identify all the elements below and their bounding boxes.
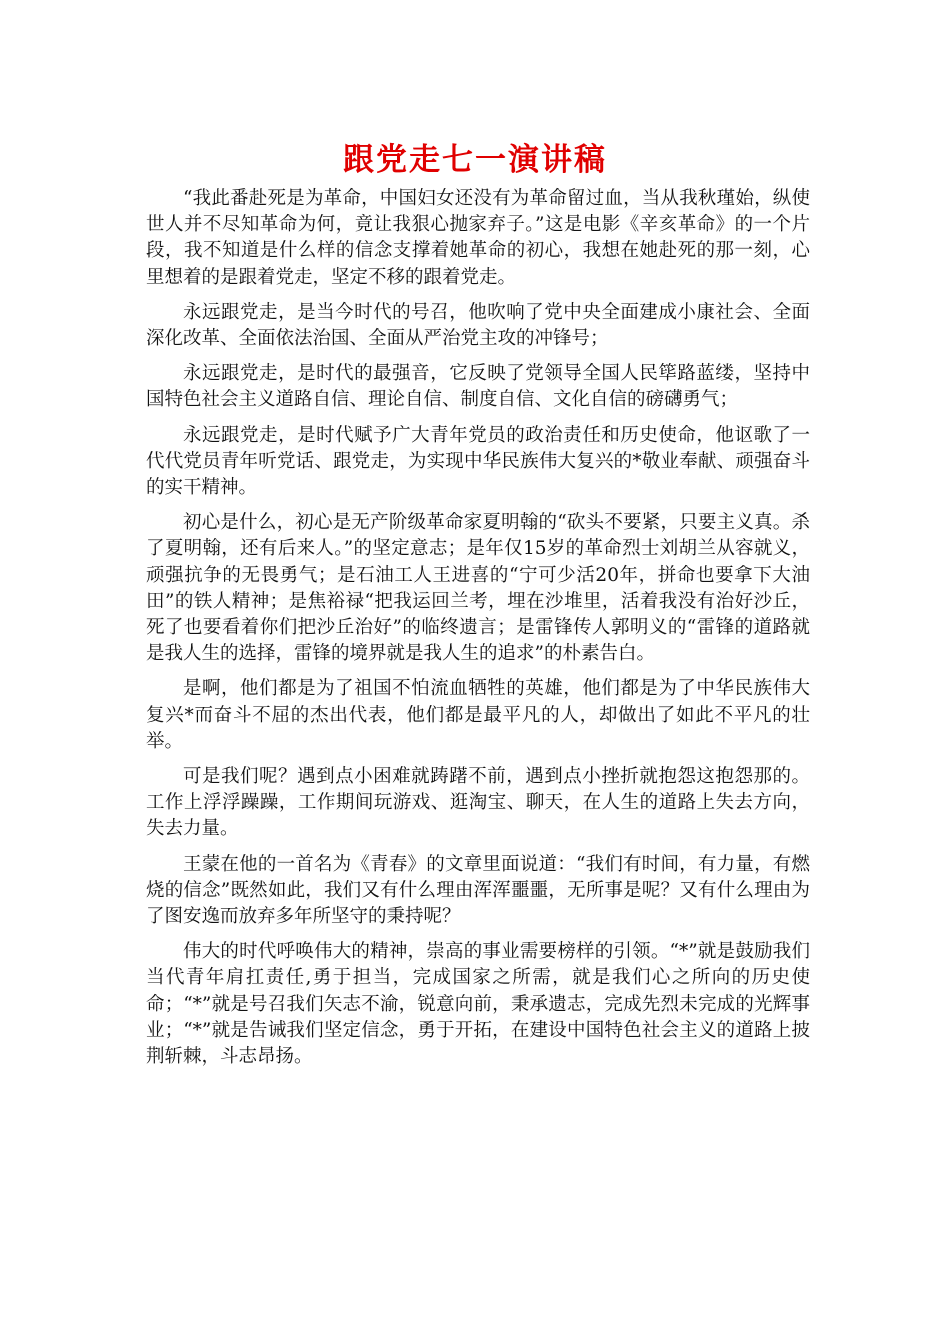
document-body	[146, 186, 810, 1079]
paragraph-3: 永远跟党走，是时代的最强音，它反映了党领导全国人民筚路蓝缕，坚持中国特色社会主义道路自信、理论自信、制度自信、文化自信的磅礴勇气；	[146, 363, 810, 411]
paragraph-2: 永远跟党走，是当今时代的号召，他吹响了党中央全面建成小康社会、全面深化改革、全面依法治国、全面从严治党主攻的冲锋号；	[146, 301, 810, 350]
paragraph-5: 初心是什么，初心是无产阶级革命家夏明翰的“砍头不要紧，只要主义真。杀了夏明翰，还有后来人。”的坚定意志；是年仅15岁的革命烈士刘胡兰从容就义，顽强抗争的无畏勇气；是石油工人王进喜的“宁可少活20年，拼命也要拿下大油田”的铁人精神；是焦裕禄“把我运回兰考，埋在沙堆里，活着我没有治好沙丘，死了也要看着你们把沙丘治好”的临终遗言；是雷锋传人郭明义的“雷锋的道路就是我人生的选择，雷锋的境界就是我人生的追求”的朴素告白。	[146, 512, 810, 665]
paragraph-7: 可是我们呢？遇到点小困难就踌躇不前，遇到点小挫折就抱怨这抱怨那的。工作上浮浮躁躁，工作期间玩游戏、逛淘宝、聊天，在人生的道路上失去方向，失去力量。	[146, 766, 810, 840]
paragraph-6: 是啊，他们都是为了祖国不怕流血牺牲的英雄，他们都是为了中华民族伟大复兴*而奋斗不屈的杰出代表，他们都是最平凡的人，却做出了如此不平凡的壮举。	[146, 678, 810, 752]
page-title: 跟党走七一演讲稿	[343, 142, 607, 178]
paragraph-1: “我此番赴死是为革命，中国妇女还没有为革命留过血，当从我秋瑾始，纵使世人并不尽知革命为何，竟让我狠心抛家弃子。”这是电影《辛亥革命》的一个片段，我不知道是什么样的信念支撑着她革命的初心，我想在她赴死的那一刻，心里想着的是跟着党走，坚定不移的跟着党走。	[146, 188, 810, 288]
paragraph-8: 王蒙在他的一首名为《青春》的文章里面说道：“我们有时间，有力量，有燃烧的信念”既然如此，我们又有什么理由浑浑噩噩，无所事是呢？又有什么理由为了图安逸而放弃多年所坚守的秉持呢？	[146, 853, 810, 928]
paragraph-4: 永远跟党走，是时代赋予广大青年党员的政治责任和历史使命，他讴歌了一代代党员青年听党话、跟党走，为实现中华民族伟大复兴的*敬业奉献、顽强奋斗的实干精神。	[146, 424, 810, 499]
paragraph-9: 伟大的时代呼唤伟大的精神，崇高的事业需要榜样的引领。“*”就是鼓励我们当代青年肩扛责任,勇于担当，完成国家之所需，就是我们心之所向的历史使命；“*”就是号召我们矢志不渝，锐意向前，秉承遗志，完成先烈未完成的光辉事业；“*”就是告诫我们坚定信念，勇于开拓，在建设中国特色社会主义的道路上披荆斩棘，斗志昂扬。	[146, 941, 810, 1068]
